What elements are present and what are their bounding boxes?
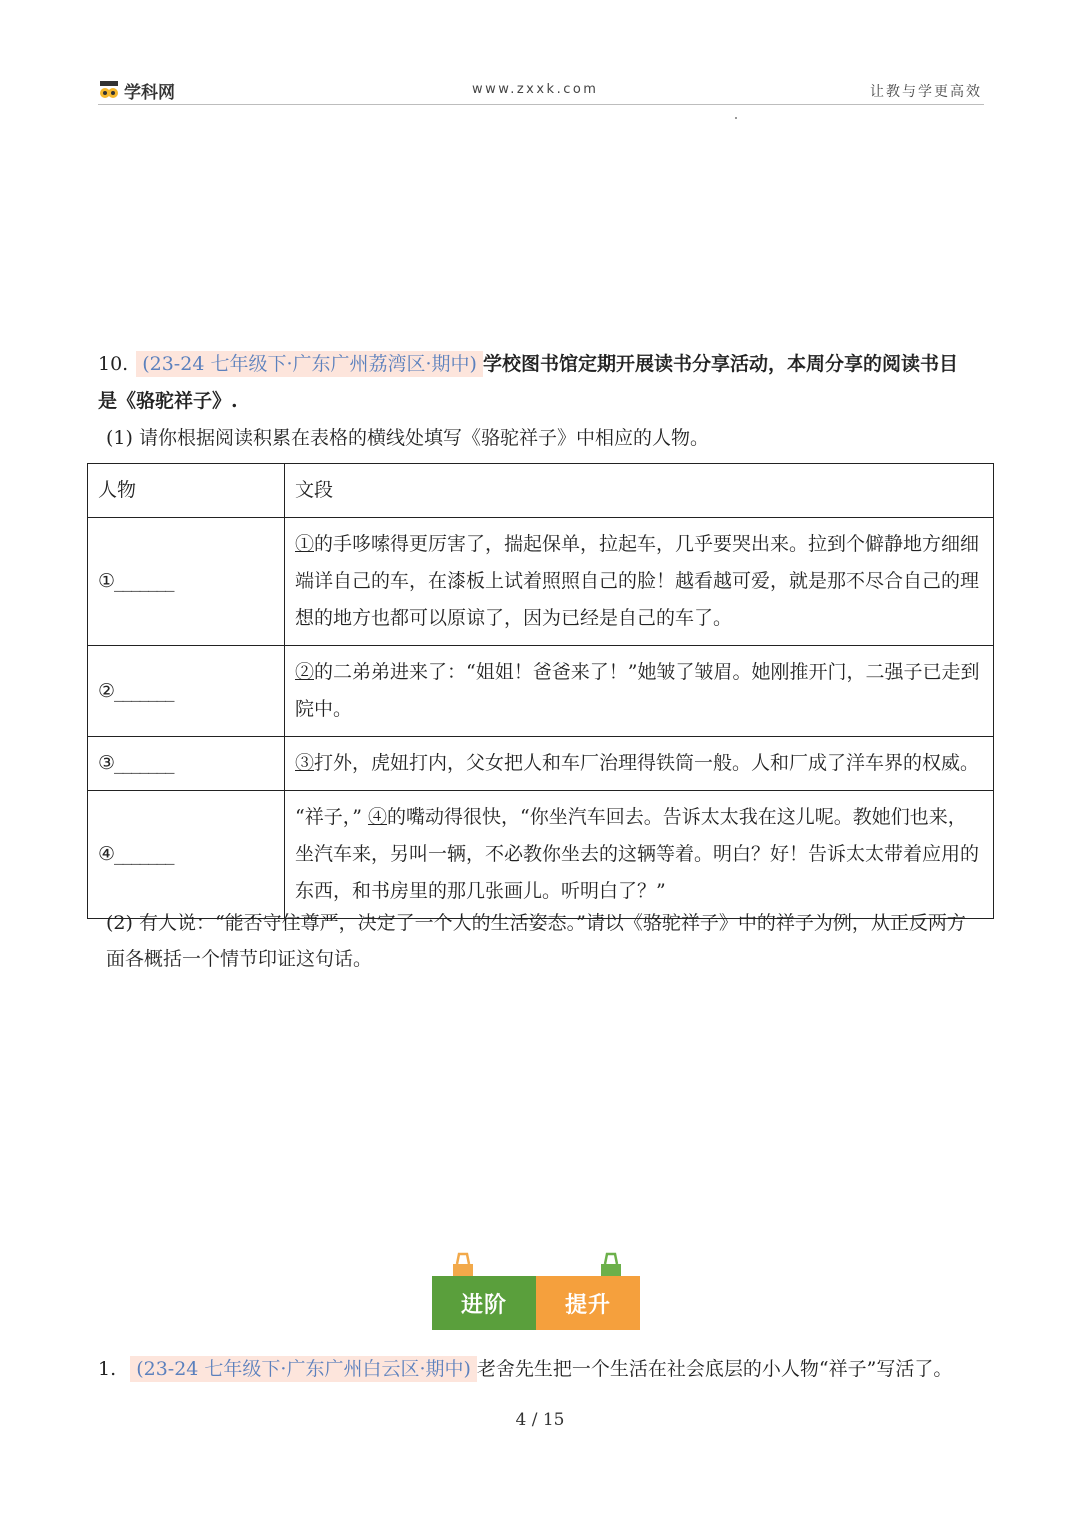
header-passage: 文段 <box>285 464 994 518</box>
page-header <box>98 76 984 105</box>
page-number: 4 / 15 <box>515 1410 565 1430</box>
passage-1: ①的手哆嗦得更厉害了，揣起保单，拉起车，几乎要哭出来。拉到个僻静地方细细端详自己的车，在漆板上试着照照自己的脸！越看越可爱，就是那不尽合自己的理想的地方也都可以原谅了，因为已经是自己的车了。 <box>285 518 994 646</box>
q10-stem-line2: 是《骆驼祥子》. <box>98 390 238 412</box>
passage-2: ②的二弟弟进来了：“姐姐！爸爸来了！”她皱了皱眉。她刚推开门，二强子已走到院中。 <box>285 646 994 737</box>
q10-source-tag[interactable]: (23-24 七年级下·广东广州荔湾区·期中) <box>136 351 483 377</box>
q10-sub1: (1) 请你根据阅读积累在表格的横线处填写《骆驼祥子》中相应的人物。 <box>106 427 709 449</box>
q1-number: 1. <box>98 1358 117 1380</box>
q10-stem <box>98 346 984 382</box>
passage-4: “祥子，” ④的嘴动得很快，“你坐汽车回去。告诉太太我在这儿呢。教她们也来，坐汽车来，另叫一辆，不必教你坐去的这辆等着。明白？好！告诉太太带着应用的东西，和书房里的那几张画儿。听明白了？” <box>285 791 994 919</box>
blank-ref-2: ② <box>295 661 315 683</box>
badge-left-label: 进阶 <box>432 1276 536 1330</box>
owl-logo-icon <box>98 80 120 102</box>
character-table <box>87 463 994 919</box>
passage-3: ③打外，虎妞打内，父女把人和车厂治理得铁筒一般。人和厂成了洋车界的权威。 <box>285 737 994 791</box>
logo-text: 学科网 <box>124 83 175 103</box>
person-blank-1[interactable]: ①_______ <box>88 518 285 646</box>
table-header-row <box>88 464 994 518</box>
blank-ref-3: ③ <box>295 752 315 774</box>
logo[interactable] <box>98 78 175 103</box>
table-row <box>88 518 994 646</box>
table-row <box>88 791 994 919</box>
q1-stem <box>98 1351 984 1387</box>
q10-stem-line1: 学校图书馆定期开展读书分享活动，本周分享的阅读书目 <box>482 353 958 375</box>
person-blank-2[interactable]: ②_______ <box>88 646 285 737</box>
header-person: 人物 <box>88 464 285 518</box>
table-row <box>88 646 994 737</box>
section-badge <box>432 1252 640 1332</box>
q10-number: 10. <box>98 353 129 375</box>
q1-stem-text: 老舍先生把一个生活在社会底层的小人物“祥子”写活了。 <box>476 1358 953 1380</box>
person-blank-4[interactable]: ④_______ <box>88 791 285 919</box>
badge-right-label: 提升 <box>536 1276 640 1330</box>
q1-source-tag[interactable]: (23-24 七年级下·广东广州白云区·期中) <box>130 1356 477 1382</box>
q10-sub2: (2) 有人说：“能否守住尊严，决定了一个人的生活姿态。”请以《骆驼祥子》中的祥子为例，从正反两方面各概括一个情节印证这句话。 <box>106 912 966 970</box>
blank-ref-4: ④ <box>367 806 387 828</box>
slogan: 让教与学更高效 <box>870 84 982 100</box>
site-url[interactable]: www.zxxk.com <box>472 82 599 97</box>
person-blank-3[interactable]: ③_______ <box>88 737 285 791</box>
speck <box>735 117 737 119</box>
table-row <box>88 737 994 791</box>
blank-ref-1: ① <box>295 533 315 555</box>
